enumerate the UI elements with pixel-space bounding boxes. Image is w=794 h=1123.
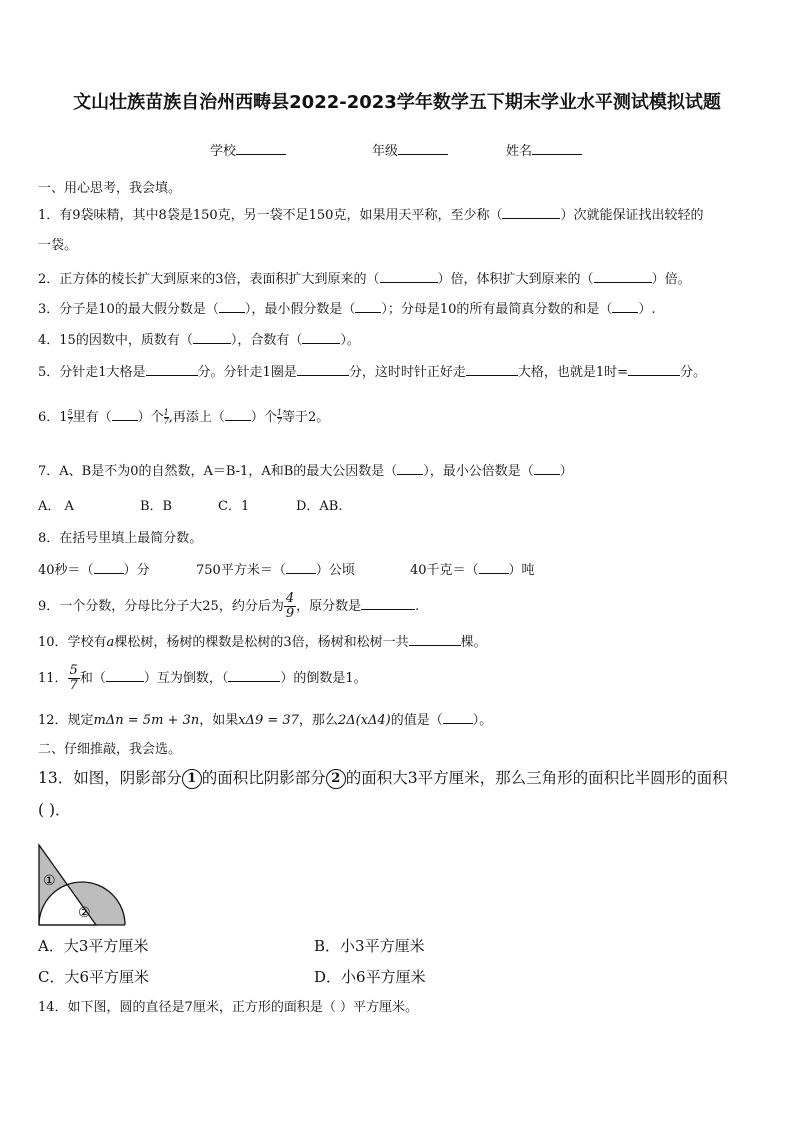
- answer-blank[interactable]: [112, 408, 138, 421]
- answer-blank[interactable]: [106, 669, 144, 682]
- answer-blank[interactable]: [612, 300, 638, 313]
- question-6: 6．1 $\frac{5}{7}$ 里有（ ）个 $\frac{1}{7}$ ,再添上（ ）个 $\frac{1}{7}$ 等于2。: [38, 408, 330, 426]
- region-label-2: ②: [78, 905, 91, 921]
- question-7-option-d[interactable]: D．AB.: [296, 499, 343, 514]
- fraction: $\frac{5}{7}$: [69, 663, 78, 693]
- answer-blank[interactable]: [94, 561, 124, 574]
- answer-blank[interactable]: [225, 408, 251, 421]
- question-13-option-b[interactable]: B．小3平方厘米: [314, 937, 425, 955]
- answer-blank[interactable]: [361, 597, 415, 610]
- question-13-option-d[interactable]: D．小6平方厘米: [314, 968, 426, 986]
- answer-blank[interactable]: [628, 363, 680, 376]
- name-blank[interactable]: [532, 142, 582, 155]
- question-1: 1．有9袋味精，其中8袋是150克，另一袋不足150克，如果用天平称，至少称（ ）次就能保证找出较轻的: [38, 208, 704, 223]
- fraction: $\frac{1}{7}$: [276, 408, 283, 426]
- answer-blank[interactable]: [355, 300, 381, 313]
- answer-blank[interactable]: [297, 363, 349, 376]
- answer-blank[interactable]: [443, 711, 473, 724]
- answer-blank[interactable]: [502, 206, 560, 219]
- question-11: 11． $\frac{5}{7}$ 和（ ）互为倒数，（ ）的倒数是1。: [38, 663, 367, 693]
- question-1-cont: 一袋。: [38, 238, 78, 253]
- question-10: 10．学校有a棵松树，杨树的棵数是松树的3倍，杨树和松树一共 棵。: [38, 635, 487, 650]
- answer-blank[interactable]: [380, 270, 438, 283]
- question-7-option-c[interactable]: C．1: [218, 499, 250, 514]
- answer-blank[interactable]: [219, 300, 245, 313]
- question-13-cont: ( )．: [38, 801, 71, 819]
- triangle-semicircle-figure: [36, 843, 130, 929]
- school-blank[interactable]: [236, 142, 286, 155]
- answer-blank[interactable]: [534, 462, 560, 475]
- answer-blank[interactable]: [479, 561, 509, 574]
- answer-blank[interactable]: [146, 363, 198, 376]
- name-field[interactable]: 姓名: [506, 140, 582, 159]
- fraction: $\frac{1}{7}$: [163, 408, 169, 426]
- question-5: 5．分针走1大格是 分。分针走1圈是 分，这时时针正好走 大格，也就是1时= 分。: [38, 365, 707, 380]
- question-7-option-b[interactable]: B．B: [140, 499, 173, 514]
- section-2-heading: 二、仔细推敲，我会选。: [38, 742, 182, 757]
- question-7: 7．A、B是不为0的自然数，A＝B-1，A和B的最大公因数是（ ），最小公倍数是（ ）: [38, 464, 573, 479]
- region-label-1: ①: [43, 873, 56, 889]
- question-9: 9．一个分数，分母比分子大25，约分后为 $\frac{4}{9}$ ，原分数是 .: [38, 591, 420, 621]
- circled-number: 1: [182, 769, 202, 789]
- grade-field[interactable]: 年级: [372, 140, 448, 159]
- question-13-option-a[interactable]: A．大3平方厘米: [38, 937, 149, 955]
- question-8-b: 750平方米＝（ ）公顷: [196, 563, 355, 578]
- answer-blank[interactable]: [286, 561, 316, 574]
- question-3: 3．分子是10的最大假分数是（ ），最小假分数是（ ）；分母是10的所有最简真分数的和是（ ）.: [38, 302, 656, 317]
- section-1-heading: 一、用心思考，我会填。: [38, 181, 182, 196]
- answer-blank[interactable]: [466, 363, 518, 376]
- circled-number: 2: [326, 769, 346, 789]
- answer-blank[interactable]: [397, 462, 423, 475]
- question-7-option-a[interactable]: A． A: [38, 499, 74, 514]
- school-field[interactable]: 学校: [210, 140, 286, 159]
- page-title: 文山壮族苗族自治州西畴县2022-2023学年数学五下期末学业水平测试模拟试题: [73, 92, 721, 113]
- fraction: $\frac{4}{9}$: [285, 591, 295, 621]
- question-14: 14．如下图，圆的直径是7厘米，正方形的面积是（ ）平方厘米。: [38, 1000, 418, 1015]
- question-4: 4．15的因数中，质数有（ ），合数有（ ）。: [38, 333, 360, 348]
- answer-blank[interactable]: [228, 669, 280, 682]
- grade-blank[interactable]: [398, 142, 448, 155]
- question-8-a: 40秒＝（ ）分: [38, 563, 150, 578]
- answer-blank[interactable]: [409, 633, 461, 646]
- fraction: $\frac{5}{7}$: [67, 408, 73, 426]
- question-8-c: 40千克＝（ ）吨: [410, 563, 535, 578]
- question-8: 8．在括号里填上最简分数。: [38, 531, 203, 546]
- question-2: 2．正方体的棱长扩大到原来的3倍，表面积扩大到原来的（ ）倍，体积扩大到原来的（ ）倍。: [38, 272, 691, 287]
- question-13-option-c[interactable]: C．大6平方厘米: [38, 968, 150, 986]
- answer-blank[interactable]: [193, 331, 231, 344]
- answer-blank[interactable]: [594, 270, 652, 283]
- question-13: 13．如图，阴影部分 1 的面积比阴影部分 2 的面积大3平方厘米，那么三角形的面积比半圆形的面积: [38, 769, 728, 787]
- question-12: 12．规定mΔn = 5m + 3n，如果xΔ9 = 37，那么2Δ(xΔ4)的值是（ ）。: [38, 713, 493, 728]
- answer-blank[interactable]: [302, 331, 340, 344]
